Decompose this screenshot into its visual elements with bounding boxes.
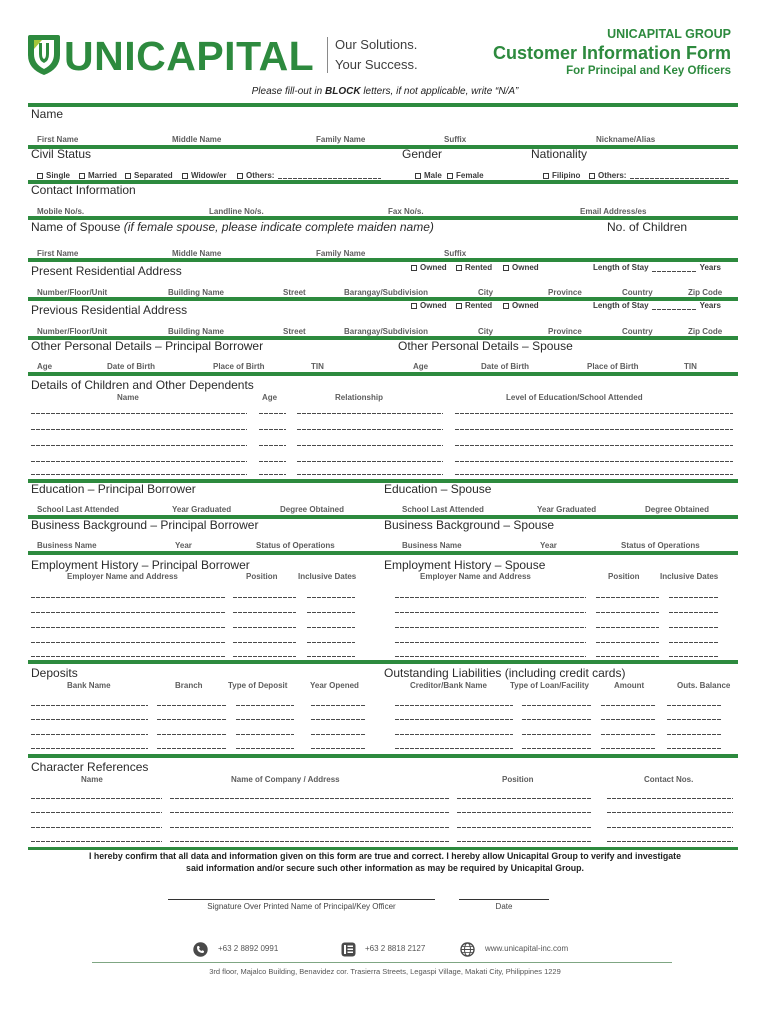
present-ownership-option-owned[interactable] xyxy=(411,264,447,272)
field-label-spouse-business-name: Business Name xyxy=(402,541,462,550)
financial-blank-line[interactable] xyxy=(311,705,366,706)
field-label-spouse-date-of-birth: Date of Birth xyxy=(481,362,529,371)
section-divider xyxy=(28,551,738,555)
financial-blank-line[interactable] xyxy=(157,748,226,749)
financial-blank-line[interactable] xyxy=(522,705,591,706)
section-title-name: Name xyxy=(31,107,64,121)
reference-blank-line[interactable] xyxy=(31,812,162,813)
instruction-emphasis: BLOCK xyxy=(324,86,361,97)
section-title-dependents: Details of Children and Other Dependents xyxy=(31,378,254,392)
checkbox[interactable] xyxy=(447,173,453,179)
employment-blank-line[interactable] xyxy=(395,642,586,643)
field-label-school: School Last Attended xyxy=(37,505,119,514)
field-label-business-status: Status of Operations xyxy=(256,541,335,550)
reference-blank-line[interactable] xyxy=(457,798,592,799)
column-header-spouse-inclusive-dates: Inclusive Dates xyxy=(660,572,719,581)
section-title-previous-address: Previous Residential Address xyxy=(31,303,188,317)
field-label-age: Age xyxy=(37,362,53,371)
employment-blank-line[interactable] xyxy=(31,597,226,598)
checkbox[interactable] xyxy=(125,173,131,179)
column-header-relationship: Relationship xyxy=(335,393,384,402)
financial-blank-line[interactable] xyxy=(157,719,226,720)
section-divider xyxy=(28,754,738,758)
reference-blank-line[interactable] xyxy=(607,798,733,799)
option-label: Separated xyxy=(134,171,173,180)
date-label: Date xyxy=(495,902,513,911)
section-divider xyxy=(28,847,738,850)
employment-blank-line[interactable] xyxy=(307,612,355,613)
employment-blank-line[interactable] xyxy=(669,642,719,643)
length-of-stay-label: Length of Stay xyxy=(593,263,649,272)
field-label-building: Building Name xyxy=(168,327,225,336)
financial-blank-line[interactable] xyxy=(395,719,513,720)
dependent-blank-line[interactable] xyxy=(455,445,733,446)
previous-ownership-option-owned-2[interactable] xyxy=(503,302,539,310)
employment-blank-line[interactable] xyxy=(233,612,296,613)
field-label-zip: Zip Code xyxy=(688,327,723,336)
column-header-name: Name xyxy=(117,393,139,402)
employment-blank-line[interactable] xyxy=(395,612,586,613)
checkbox[interactable] xyxy=(456,303,462,309)
field-label-family-name: Family Name xyxy=(316,135,366,144)
financial-blank-line[interactable] xyxy=(311,734,366,735)
financial-blank-line[interactable] xyxy=(601,734,656,735)
signature-line[interactable] xyxy=(168,899,435,900)
field-label-spouse-year-graduated: Year Graduated xyxy=(537,505,597,514)
financial-blank-line[interactable] xyxy=(157,734,226,735)
employment-blank-line[interactable] xyxy=(596,642,659,643)
reference-blank-line[interactable] xyxy=(31,798,162,799)
field-label-nickname: Nickname/Alias xyxy=(596,135,656,144)
option-label: Female xyxy=(456,171,484,180)
footer-address: 3rd floor, Majalco Building, Benavidez cor. Trasierra Streets, Legaspi Village, Makati City, Philippines 1229 xyxy=(209,967,561,976)
section-title-education-spouse: Education – Spouse xyxy=(384,482,492,496)
length-of-stay-blank[interactable] xyxy=(652,271,697,272)
financial-blank-line[interactable] xyxy=(236,719,294,720)
employment-blank-line[interactable] xyxy=(596,656,659,657)
reference-blank-line[interactable] xyxy=(607,841,733,842)
employment-blank-line[interactable] xyxy=(233,656,296,657)
column-header-spouse-employer: Employer Name and Address xyxy=(420,572,531,581)
signature-label: Signature Over Printed Name of Principal/Key Officer xyxy=(207,902,396,911)
gender-option-female[interactable] xyxy=(447,172,484,180)
employment-blank-line[interactable] xyxy=(596,627,659,628)
logo-divider xyxy=(327,37,328,73)
column-header-spouse-position: Position xyxy=(608,572,640,581)
reference-blank-line[interactable] xyxy=(457,812,592,813)
checkbox[interactable] xyxy=(411,303,417,309)
financial-blank-line[interactable] xyxy=(522,719,591,720)
employment-blank-line[interactable] xyxy=(307,642,355,643)
checkbox[interactable] xyxy=(37,173,43,179)
reference-blank-line[interactable] xyxy=(457,841,592,842)
field-label-barangay: Barangay/Subdivision xyxy=(344,327,429,336)
certification-line-2: said information and/or secure such other information as may be required by Unicapital Group. xyxy=(186,863,584,873)
reference-blank-line[interactable] xyxy=(170,798,450,799)
gender-option-male[interactable] xyxy=(415,172,442,180)
employment-blank-line[interactable] xyxy=(233,642,296,643)
column-header-bank-name: Bank Name xyxy=(67,681,111,690)
column-header-loan-type: Type of Loan/Facility xyxy=(510,681,589,690)
previous-ownership-option-rented[interactable] xyxy=(456,302,492,310)
spouse-title-note: (if female spouse, please indicate complete maiden name) xyxy=(123,220,434,234)
field-label-spouse-degree: Degree Obtained xyxy=(645,505,710,514)
instruction-text: Please fill-out in xyxy=(251,86,325,97)
employment-blank-line[interactable] xyxy=(307,656,355,657)
nationality-others-blank[interactable] xyxy=(630,178,730,179)
field-label-city: City xyxy=(478,327,494,336)
fill-out-instruction xyxy=(0,87,770,97)
reference-blank-line[interactable] xyxy=(170,827,450,828)
financial-blank-line[interactable] xyxy=(667,748,722,749)
option-label: Rented xyxy=(465,301,493,310)
checkbox[interactable] xyxy=(543,173,549,179)
field-label-landline: Landline No/s. xyxy=(209,207,264,216)
field-label-street: Street xyxy=(283,288,306,297)
column-header-outstanding-balance: Outs. Balance xyxy=(677,681,731,690)
column-header-inclusive-dates: Inclusive Dates xyxy=(298,572,357,581)
checkbox[interactable] xyxy=(415,173,421,179)
financial-blank-line[interactable] xyxy=(31,748,148,749)
field-label-zip: Zip Code xyxy=(688,288,723,297)
checkbox[interactable] xyxy=(411,265,417,271)
field-label-spouse-suffix: Suffix xyxy=(444,249,467,258)
length-of-stay-unit: Years xyxy=(699,301,721,310)
reference-blank-line[interactable] xyxy=(31,841,162,842)
form-subtitle: For Principal and Key Officers xyxy=(566,65,731,77)
employment-blank-line[interactable] xyxy=(395,597,586,598)
length-of-stay-label: Length of Stay xyxy=(593,301,649,310)
column-header-education-level: Level of Education/School Attended xyxy=(506,393,643,402)
dependent-blank-line[interactable] xyxy=(259,429,286,430)
phone-icon xyxy=(193,942,208,957)
field-label-spouse-age: Age xyxy=(413,362,429,371)
footer-website[interactable]: www.unicapital-inc.com xyxy=(485,944,569,953)
column-header-amount: Amount xyxy=(614,681,645,690)
field-label-date-of-birth: Date of Birth xyxy=(107,362,155,371)
civil-status-option-single[interactable] xyxy=(37,172,70,180)
field-label-barangay: Barangay/Subdivision xyxy=(344,288,429,297)
option-label: Widow/er xyxy=(191,171,227,180)
option-label: Others: xyxy=(246,171,275,180)
reference-blank-line[interactable] xyxy=(31,827,162,828)
dependent-blank-line[interactable] xyxy=(31,429,247,430)
column-header-reference-name: Name xyxy=(81,775,103,784)
financial-blank-line[interactable] xyxy=(522,748,591,749)
section-title-personal-principal: Other Personal Details – Principal Borrower xyxy=(31,339,264,353)
field-label-spouse-middle-name: Middle Name xyxy=(172,249,222,258)
reference-blank-line[interactable] xyxy=(170,812,450,813)
footer-divider xyxy=(92,962,672,963)
checkbox[interactable] xyxy=(182,173,188,179)
financial-blank-line[interactable] xyxy=(311,748,366,749)
financial-blank-line[interactable] xyxy=(31,705,148,706)
financial-blank-line[interactable] xyxy=(236,748,294,749)
financial-blank-line[interactable] xyxy=(395,734,513,735)
header-divider xyxy=(28,103,738,107)
section-title-business-spouse: Business Background – Spouse xyxy=(384,518,555,532)
instruction-text: letters, if not applicable, write “N/A” xyxy=(360,86,519,97)
field-label-spouse-place-of-birth: Place of Birth xyxy=(587,362,639,371)
field-label-unit: Number/Floor/Unit xyxy=(37,327,108,336)
option-label: Single xyxy=(46,171,71,180)
dependent-blank-line[interactable] xyxy=(455,461,733,462)
checkbox[interactable] xyxy=(589,173,595,179)
dependent-blank-line[interactable] xyxy=(297,413,443,414)
dependent-blank-line[interactable] xyxy=(31,445,247,446)
financial-blank-line[interactable] xyxy=(522,734,591,735)
section-title-children-count: No. of Children xyxy=(607,220,688,234)
tagline-line-2: Your Success. xyxy=(335,57,418,72)
column-header-deposit-type: Type of Deposit xyxy=(228,681,288,690)
dependent-blank-line[interactable] xyxy=(31,461,247,462)
financial-blank-line[interactable] xyxy=(395,705,513,706)
length-of-stay-blank[interactable] xyxy=(652,309,697,310)
field-label-spouse-school: School Last Attended xyxy=(402,505,484,514)
financial-blank-line[interactable] xyxy=(601,719,656,720)
financial-blank-line[interactable] xyxy=(601,705,656,706)
section-title-liabilities: Outstanding Liabilities (including credit cards) xyxy=(384,666,626,680)
option-label: Married xyxy=(88,171,117,180)
section-divider xyxy=(28,258,738,262)
employment-blank-line[interactable] xyxy=(307,597,355,598)
employment-blank-line[interactable] xyxy=(233,597,296,598)
field-label-email: Email Address/es xyxy=(580,207,647,216)
nationality-option-filipino[interactable] xyxy=(543,172,580,180)
employment-blank-line[interactable] xyxy=(31,642,226,643)
field-label-first-name: First Name xyxy=(37,135,79,144)
dependent-blank-line[interactable] xyxy=(455,474,733,475)
field-label-province: Province xyxy=(548,288,582,297)
dependent-blank-line[interactable] xyxy=(297,429,443,430)
employment-blank-line[interactable] xyxy=(31,656,226,657)
option-label: Male xyxy=(424,171,442,180)
column-header-company-address: Name of Company / Address xyxy=(231,775,340,784)
financial-blank-line[interactable] xyxy=(601,748,656,749)
column-header-position: Position xyxy=(246,572,278,581)
field-label-building: Building Name xyxy=(168,288,225,297)
group-name: UNICAPITAL GROUP xyxy=(607,27,731,41)
employment-blank-line[interactable] xyxy=(669,612,719,613)
field-label-spouse-business-year: Year xyxy=(540,541,557,550)
employment-blank-line[interactable] xyxy=(395,627,586,628)
civil-status-others-blank[interactable] xyxy=(278,178,381,179)
dependent-blank-line[interactable] xyxy=(259,445,286,446)
reference-blank-line[interactable] xyxy=(607,812,733,813)
field-label-spouse-tin: TIN xyxy=(684,362,697,371)
form-title: Customer Information Form xyxy=(492,43,731,63)
column-header-year-opened: Year Opened xyxy=(310,681,359,690)
checkbox[interactable] xyxy=(79,173,85,179)
employment-blank-line[interactable] xyxy=(307,627,355,628)
dependent-blank-line[interactable] xyxy=(259,474,286,475)
section-title-civil-status: Civil Status xyxy=(31,147,92,161)
civil-status-option-widow[interactable] xyxy=(182,172,226,180)
section-title-personal-spouse: Other Personal Details – Spouse xyxy=(398,339,573,353)
employment-blank-line[interactable] xyxy=(31,612,226,613)
financial-blank-line[interactable] xyxy=(157,705,226,706)
dependent-blank-line[interactable] xyxy=(259,461,286,462)
field-label-tin: TIN xyxy=(311,362,324,371)
present-ownership-option-owned-2[interactable] xyxy=(503,264,539,272)
section-title-nationality: Nationality xyxy=(531,147,588,161)
fax-icon xyxy=(341,942,356,957)
column-header-age: Age xyxy=(262,393,278,402)
previous-length-of-stay xyxy=(593,302,721,310)
section-title-spouse xyxy=(31,221,434,233)
field-label-middle-name: Middle Name xyxy=(172,135,222,144)
footer-fax: +63 2 8818 2127 xyxy=(365,944,426,953)
spouse-title: Name of Spouse xyxy=(31,220,121,234)
field-label-country: Country xyxy=(622,327,653,336)
employment-blank-line[interactable] xyxy=(395,656,586,657)
dependent-blank-line[interactable] xyxy=(297,461,443,462)
field-label-degree: Degree Obtained xyxy=(280,505,345,514)
field-label-mobile: Mobile No/s. xyxy=(37,207,85,216)
section-divider xyxy=(28,372,738,376)
tagline-line-1: Our Solutions. xyxy=(335,37,418,52)
option-label: Owned xyxy=(512,301,539,310)
dependent-blank-line[interactable] xyxy=(297,445,443,446)
reference-blank-line[interactable] xyxy=(170,841,450,842)
option-label: Others: xyxy=(598,171,627,180)
field-label-business-name: Business Name xyxy=(37,541,97,550)
dependent-blank-line[interactable] xyxy=(31,474,247,475)
column-header-employer: Employer Name and Address xyxy=(67,572,178,581)
employment-blank-line[interactable] xyxy=(669,597,719,598)
field-label-suffix: Suffix xyxy=(444,135,467,144)
field-label-spouse-first-name: First Name xyxy=(37,249,79,258)
length-of-stay-unit: Years xyxy=(699,263,721,272)
column-header-creditor: Creditor/Bank Name xyxy=(410,681,487,690)
employment-blank-line[interactable] xyxy=(233,627,296,628)
section-divider xyxy=(28,660,738,664)
dependent-blank-line[interactable] xyxy=(455,429,733,430)
financial-blank-line[interactable] xyxy=(667,705,722,706)
financial-blank-line[interactable] xyxy=(31,734,148,735)
unicapital-shield-logo-icon xyxy=(26,33,62,77)
section-title-references: Character References xyxy=(31,760,149,774)
field-label-place-of-birth: Place of Birth xyxy=(213,362,265,371)
field-label-city: City xyxy=(478,288,494,297)
reference-blank-line[interactable] xyxy=(457,827,592,828)
employment-blank-line[interactable] xyxy=(31,627,226,628)
employment-blank-line[interactable] xyxy=(596,597,659,598)
financial-blank-line[interactable] xyxy=(31,719,148,720)
section-divider xyxy=(28,145,738,149)
section-title-deposits: Deposits xyxy=(31,666,78,680)
present-length-of-stay xyxy=(593,264,721,272)
financial-blank-line[interactable] xyxy=(667,734,722,735)
option-label: Rented xyxy=(465,263,493,272)
financial-blank-line[interactable] xyxy=(311,719,366,720)
field-label-spouse-family-name: Family Name xyxy=(316,249,366,258)
column-header-reference-position: Position xyxy=(502,775,534,784)
dependent-blank-line[interactable] xyxy=(455,413,733,414)
dependent-blank-line[interactable] xyxy=(31,413,247,414)
brand-wordmark: UNICAPITAL xyxy=(64,33,315,79)
field-label-business-year: Year xyxy=(175,541,192,550)
section-title-employment-principal: Employment History – Principal Borrower xyxy=(31,558,250,572)
field-label-country: Country xyxy=(622,288,653,297)
checkbox[interactable] xyxy=(237,173,243,179)
footer-phone: +63 2 8892 0991 xyxy=(218,944,279,953)
civil-status-option-others[interactable] xyxy=(237,172,381,180)
financial-blank-line[interactable] xyxy=(667,719,722,720)
field-label-unit: Number/Floor/Unit xyxy=(37,288,108,297)
section-title-gender: Gender xyxy=(402,147,443,161)
field-label-fax: Fax No/s. xyxy=(388,207,424,216)
option-label: Owned xyxy=(420,263,447,272)
financial-blank-line[interactable] xyxy=(395,748,513,749)
checkbox[interactable] xyxy=(456,265,462,271)
globe-icon xyxy=(460,942,475,957)
checkbox[interactable] xyxy=(503,265,509,271)
column-header-branch: Branch xyxy=(175,681,203,690)
dependent-blank-line[interactable] xyxy=(297,474,443,475)
section-title-employment-spouse: Employment History – Spouse xyxy=(384,558,546,572)
previous-ownership-option-owned[interactable] xyxy=(411,302,447,310)
field-label-province: Province xyxy=(548,327,582,336)
employment-blank-line[interactable] xyxy=(669,627,719,628)
field-label-spouse-business-status: Status of Operations xyxy=(621,541,700,550)
employment-blank-line[interactable] xyxy=(596,612,659,613)
civil-status-option-separated[interactable] xyxy=(125,172,173,180)
date-line[interactable] xyxy=(459,899,549,900)
option-label: Owned xyxy=(512,263,539,272)
nationality-option-others[interactable] xyxy=(589,172,730,180)
section-title-business-principal: Business Background – Principal Borrower xyxy=(31,518,259,532)
section-title-contact: Contact Information xyxy=(31,183,136,197)
reference-blank-line[interactable] xyxy=(607,827,733,828)
option-label: Filipino xyxy=(552,171,581,180)
certification-line-1: I hereby confirm that all data and information given on this form are true and correct. I hereby allow Unicapital Group to verify and investigate xyxy=(89,851,681,861)
checkbox[interactable] xyxy=(503,303,509,309)
civil-status-option-married[interactable] xyxy=(79,172,117,180)
financial-blank-line[interactable] xyxy=(236,705,294,706)
field-label-street: Street xyxy=(283,327,306,336)
financial-blank-line[interactable] xyxy=(236,734,294,735)
employment-blank-line[interactable] xyxy=(669,656,719,657)
dependent-blank-line[interactable] xyxy=(259,413,286,414)
field-label-year-graduated: Year Graduated xyxy=(172,505,232,514)
column-header-contact-nos: Contact Nos. xyxy=(644,775,694,784)
section-title-present-address: Present Residential Address xyxy=(31,264,182,278)
section-title-education-principal: Education – Principal Borrower xyxy=(31,482,196,496)
option-label: Owned xyxy=(420,301,447,310)
present-ownership-option-rented[interactable] xyxy=(456,264,492,272)
